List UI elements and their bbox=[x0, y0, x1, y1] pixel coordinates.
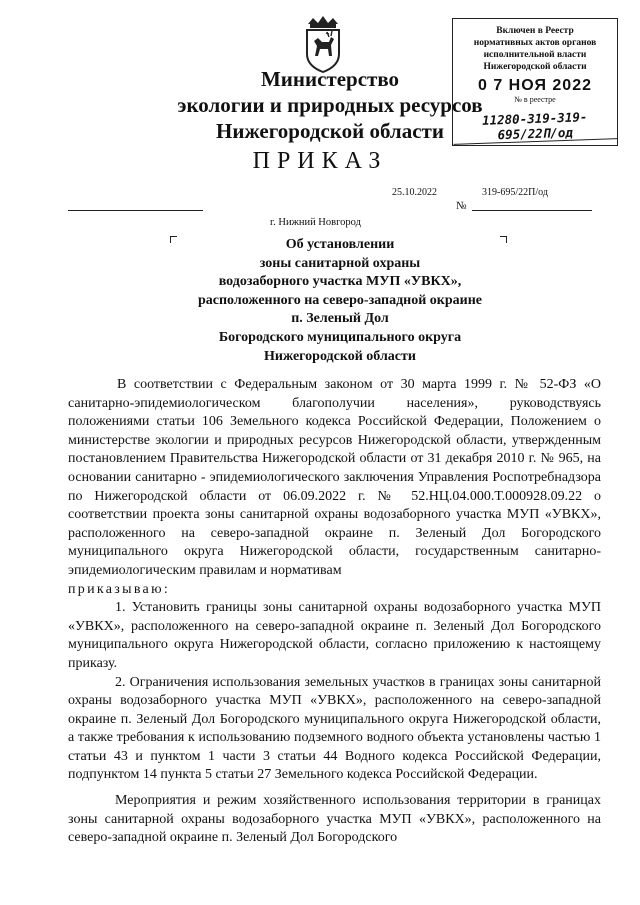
order-item-2: 2. Ограничения использования земельных участков в границах зоны санитарной охраны водозаборного участка МУП «УВКХ», расположенного на северо-западной окраине п. Зеленый Дол Богородского муниципального округа Нижегородской области, а также требования к использованию подземного водного объекта установлены частью 1 статьи 43 и пунктом 1 части 3 статьи 44 Водного кодекса Российской Федерации, подпунктом 14 пункта 5 статьи 27 Земельного кодекса Российской Федерации. bbox=[68, 674, 601, 783]
date-underline bbox=[68, 210, 203, 211]
title-line-4: расположенного на северо-западной окраине bbox=[197, 292, 483, 308]
stamp-line-2: нормативных актов органов bbox=[473, 38, 597, 48]
stamp-line-4: Нижегородской области bbox=[483, 62, 587, 72]
stamp-line-1: Включен в Реестр bbox=[496, 26, 574, 36]
preamble-paragraph: В соответствии с Федеральным законом от 30 марта 1999 г. № 52-ФЗ «О санитарно-эпидемиологическом благополучии населения», руководствуясь положениями статьи 106 Земельного кодекса Российской Федерации, Положением о министерстве экологии и природных ресурсов Нижегородской области, утвержденным постановлением Правительства Нижегородской области от 31 декабря 2010 г. № 965, на основании санитарно - эпидемиологического заключения Управления Роспотребнадзора по Нижегородской области от 06.09.2022 г. № 52.НЦ.04.000.Т.000928.09.22 о соответствии проекта зоны санитарной охраны водозаборного участка МУП «УВКХ», расположенного на северо-западной окраине п. Зеленый Дол Богородского муниципального округа Нижегородской области, государственным санитарно-эпидемиологическим правилам и нормативам bbox=[68, 377, 601, 578]
order-word: приказываю: bbox=[68, 581, 171, 597]
ministry-name bbox=[150, 66, 510, 144]
title-line-7: Нижегородской области bbox=[264, 348, 416, 364]
number-underline bbox=[472, 210, 592, 211]
title-line-5: п. Зеленый Дол bbox=[291, 311, 389, 327]
city: г. Нижний Новгород bbox=[270, 217, 361, 228]
order-date: 25.10.2022 bbox=[392, 187, 437, 198]
ministry-line-2: экологии и природных ресурсов bbox=[177, 93, 483, 117]
title-line-3: водозаборного участка МУП «УВКХ», bbox=[218, 274, 462, 290]
title-line-6: Богородского муниципального округа bbox=[218, 329, 462, 345]
title-line-2: зоны санитарной охраны bbox=[259, 255, 421, 271]
order-item-1: 1. Установить границы зоны санитарной охраны водозаборного участка МУП «УВКХ», расположенного на северо-западной окраине п. Зеленый Дол Богородского муниципального округа Нижегородской области, согласно приложению к настоящему приказу. bbox=[68, 600, 601, 671]
stamp-reg-label: № в реестре bbox=[514, 95, 556, 104]
document-type: ПРИКАЗ bbox=[252, 148, 388, 174]
nizhny-novgorod-coat-of-arms-icon bbox=[300, 14, 346, 74]
number-sign: № bbox=[456, 200, 467, 212]
stamp-date: 0 7 НОЯ 2022 bbox=[477, 77, 592, 94]
stamp-line-3: исполнительной власти bbox=[483, 50, 587, 60]
ministry-line-3: Нижегородской области bbox=[216, 119, 444, 143]
title-line-1: Об установлении bbox=[285, 237, 395, 252]
order-number: 319-695/22П/од bbox=[482, 187, 548, 198]
stamp-reg-number: 11280-319-319-695/22П/од bbox=[453, 108, 618, 145]
order-title bbox=[140, 236, 540, 366]
order-body bbox=[68, 376, 601, 848]
order-item-3: Мероприятия и режим хозяйственного использования территории в границах зоны санитарной охраны водозаборного участка МУП «УВКХ», расположенного на северо-западной окраине п. Зеленый Дол Богородского bbox=[68, 793, 601, 846]
ministry-line-1: Министерство bbox=[260, 67, 400, 91]
